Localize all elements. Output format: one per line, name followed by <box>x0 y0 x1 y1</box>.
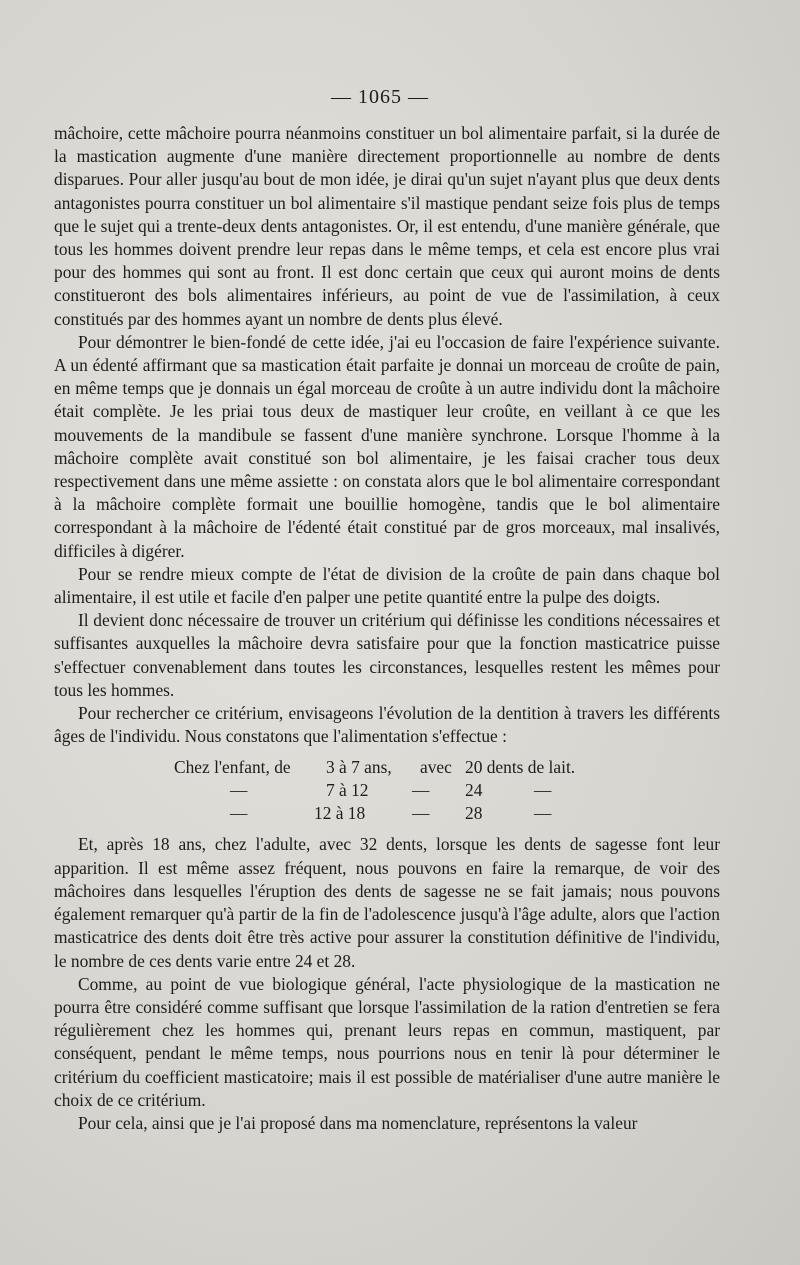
table-cell: 24 <box>465 780 483 801</box>
paragraph-palpation: Pour se rendre mieux compte de l'état de division de la croûte de pain dans chaque bol alimentaire, il est utile et facile d'en palper une petite quantité entre la pulpe des doigts. <box>54 563 720 608</box>
body-text <box>54 122 720 1135</box>
table-cell: 20 dents de lait. <box>465 757 576 778</box>
table-cell: — <box>534 780 552 801</box>
table-row <box>54 802 720 825</box>
paragraph-adult: Et, après 18 ans, chez l'adulte, avec 32 dents, lorsque les dents de sagesse font leur apparition. Il est même assez fréquent, nous pouvons en faire la remarque, de voir des mâchoires dans lesquelles l'éruption des dents de sagesse ne se fait jamais; nous pouvons également remarquer qu'à partir de la fin de l'adolescence jusqu'à l'âge adulte, alors que l'action masticatrice des dents doit être très active pour assurer la constitution définitive de l'individu, le nombre de ces dents varie entre 24 et 28. <box>54 834 720 971</box>
table-cell: — <box>230 803 248 824</box>
table-row <box>54 779 720 802</box>
table-cell: avec <box>420 757 452 778</box>
paragraph-evolution: Pour rechercher ce critérium, envisageons l'évolution de la dentition à travers les différents âges de l'individu. Nous constatons que l'alimentation s'effectue : <box>54 703 720 747</box>
table-cell: — <box>412 803 430 824</box>
table-cell: 12 à 18 <box>314 803 366 824</box>
table-cell: 3 à 7 ans, <box>326 757 392 778</box>
table-cell: — <box>230 780 248 801</box>
table-cell: — <box>534 803 552 824</box>
paragraph-nomenclature: Pour cela, ainsi que je l'ai proposé dans ma nomenclature, représentons la valeur <box>78 1112 638 1133</box>
paragraph-continued: mâchoire, cette mâchoire pourra néanmoins constituer un bol alimentaire parfait, si la durée de la mastication augmente d'une manière directement proportionnelle au nombre de dents disparues. Pour aller jusqu'au bout de mon idée, je dirai qu'un sujet n'ayant plus que deux dents antagonistes pourra constituer un bol alimentaire s'il mastique pendant seize fois plus de temps que le sujet qui a trente-deux dents antagonistes. Or, il est entendu, d'une manière générale, que tous les hommes doivent prendre leur repas dans le même temps, et cela est encore plus vrai pour des hommes qui sont au front. Il est donc certain que ceux qui auront moins de dents constitueront des bols alimentaires inférieurs, au point de vue de l'assimilation, à ceux constitués par des hommes ayant un nombre de dents plus élevé. <box>54 123 720 329</box>
paragraph-criterium: Il devient donc nécessaire de trouver un critérium qui définisse les conditions nécessaires et suffisantes auxquelles la mâchoire devra satisfaire pour que la fonction masticatrice puisse s'effectuer convenablement dans toutes les circonstances, lesquelles restent les mêmes pour tous les hommes. <box>54 610 720 700</box>
paragraph-experiment: Pour démontrer le bien-fondé de cette idée, j'ai eu l'occasion de faire l'expérience suivante. A un édenté affirmant que sa mastication était parfaite je donnai un morceau de croûte de pain, en même temps que je donnais un égal morceau de croûte à un autre individu dont la mâchoire était complète. Je les priai tous deux de mastiquer leur croûte, en veillant à ce que les mouvements de la mandibule se fassent d'une manière synchrone. Lorsque l'homme à la mâchoire complète avait constitué son bol alimentaire, je les faisai cracher tous deux respectivement dans une même assiette : on constata alors que le bol alimentaire correspondant à la mâchoire complète formait une bouillie homogène, tandis que le bol alimentaire correspondant à la mâchoire de l'édenté était constitué par de gros morceaux, mal insalivés, difficiles à digérer. <box>54 331 720 561</box>
table-cell: 7 à 12 <box>326 780 369 801</box>
table-cell: — <box>412 780 430 801</box>
table-cell: 28 <box>465 803 483 824</box>
table-row <box>54 756 720 779</box>
table-cell: Chez l'enfant, de <box>174 757 291 778</box>
page-number: — 1065 — <box>331 86 429 108</box>
paragraph-biological: Comme, au point de vue biologique général, l'acte physiologique de la mastication ne pourra être considéré comme suffisant que lorsque l'assimilation de la ration d'entretien se fera régulièrement chez les hommes qui, prenant leurs repas en commun, mastiquent, par conséquent, pendant le même temps, nous pourrions nous en tenir là pour déterminer le critérium du coefficient masticatoire; mais il est possible de matérialiser d'une autre manière le choix de ce critérium. <box>54 973 720 1110</box>
dentition-table <box>54 756 720 825</box>
